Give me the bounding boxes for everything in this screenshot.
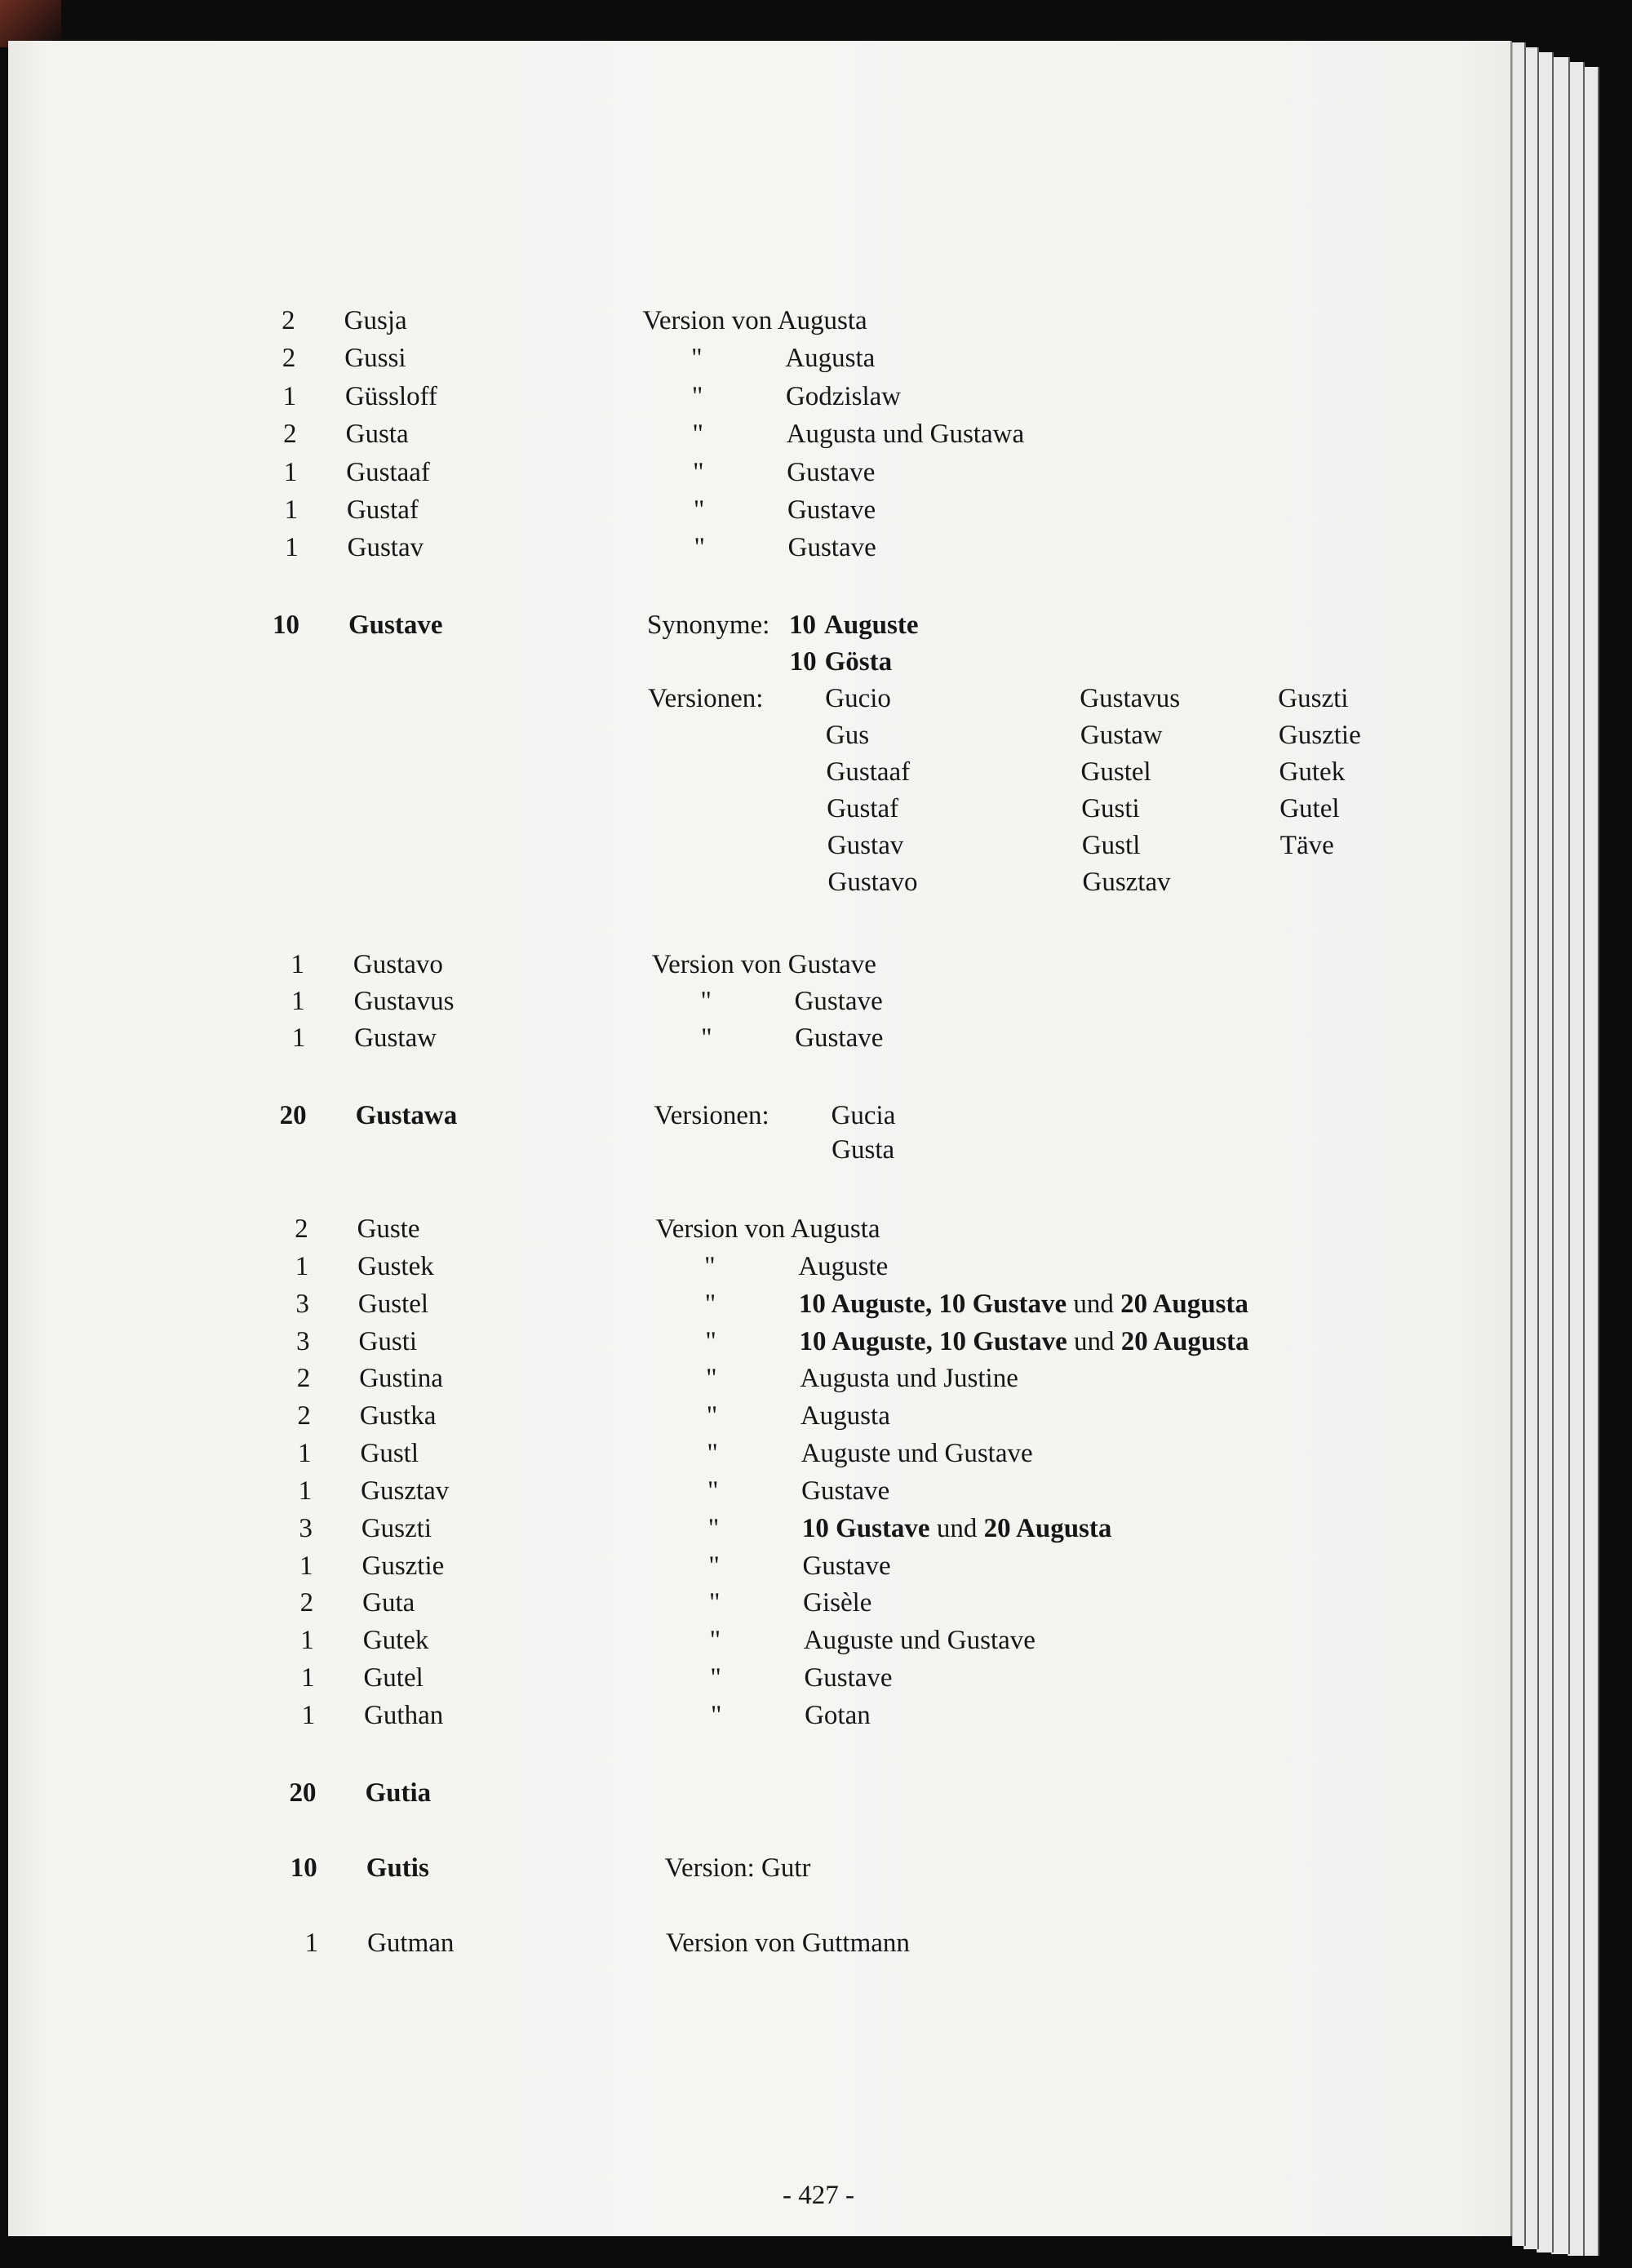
entry-reference: Auguste und Gustave [800, 1439, 1033, 1469]
entry-reference: Gisèle [802, 1588, 872, 1618]
entries-group [25, 1774, 1456, 1962]
version-name: Gustaaf [826, 757, 911, 787]
version-name: Gucio [824, 683, 892, 713]
entry-reference [799, 1324, 1249, 1361]
entry-row [18, 1249, 1447, 1286]
reference-part: und [1073, 1326, 1115, 1356]
entry-count: 10 [290, 1853, 318, 1883]
ditto-mark: " [700, 986, 712, 1016]
entry-reference [799, 1286, 1249, 1324]
ditto-mark: " [705, 1364, 717, 1394]
entry-name: Gusztie [361, 1551, 445, 1581]
ditto-mark: " [710, 1663, 722, 1693]
entry-reference: Gustave [802, 1551, 891, 1581]
entry-reference: Auguste [797, 1251, 889, 1281]
entry-count: 2 [281, 306, 295, 335]
entry-name: Guta [361, 1588, 415, 1618]
entry-row [19, 1324, 1448, 1361]
version-name: Gusti [1080, 793, 1140, 823]
reference-part: und [1073, 1289, 1115, 1319]
version-name: Guszti [1277, 683, 1349, 713]
entry-row [12, 864, 1441, 901]
entry-count: 2 [294, 1214, 308, 1244]
entry-reference: Gustave [787, 457, 876, 487]
entry-description: Version: Gutr [664, 1853, 811, 1883]
ditto-mark: " [694, 533, 706, 563]
entry-count: 1 [299, 1551, 313, 1581]
version-name: Gutek [1279, 757, 1346, 787]
reference-part: 10 Gustave [801, 1513, 930, 1543]
synonym-name: Auguste [823, 610, 919, 640]
entry-reference: Gustave [794, 1023, 884, 1053]
entry-description: Version von Guttmann [665, 1928, 911, 1958]
entry-row [24, 1698, 1453, 1735]
entry-name: Gustaf [346, 495, 419, 525]
entry-row [6, 415, 1435, 453]
version-name: Gustavo [827, 867, 918, 897]
entry-row [15, 1020, 1444, 1057]
entry-row [9, 607, 1438, 644]
entry-count: 1 [295, 1251, 309, 1281]
entry-reference: Gustave [804, 1663, 893, 1693]
entry-row [16, 1133, 1445, 1167]
version-name: Gusztav [1082, 867, 1171, 897]
entry-row [23, 1622, 1452, 1660]
entry-name: Gustavus [353, 986, 455, 1016]
version-name: Gustav [827, 830, 904, 860]
version-name: Gutel [1279, 793, 1340, 823]
entry-row [7, 529, 1436, 566]
entry-row [4, 302, 1433, 340]
entry-count: 1 [282, 381, 297, 411]
entry-name: Gusztav [360, 1476, 450, 1506]
ditto-mark: " [693, 457, 705, 487]
page-edge [1582, 67, 1599, 2256]
entry-name: Gustl [360, 1439, 419, 1469]
entry-count: 3 [299, 1513, 313, 1543]
version-name: Gusta [831, 1135, 895, 1165]
reference-part: 10 Auguste, 10 Gustave [798, 1289, 1067, 1319]
ditto-mark: " [703, 1251, 716, 1281]
version-name: Täve [1279, 830, 1335, 860]
entry-name: Gustaw [353, 1023, 437, 1053]
entry-reference: Augusta [785, 344, 876, 374]
entry-reference: Gustave [787, 533, 877, 563]
entry-name: Gutis [366, 1853, 430, 1883]
entry-count: 1 [298, 1476, 313, 1506]
entry-count: 2 [299, 1588, 314, 1618]
entry-count: 1 [300, 1626, 315, 1656]
entry-row [7, 454, 1435, 491]
ditto-mark: " [693, 495, 705, 525]
entry-row [17, 1211, 1446, 1249]
entry-row [21, 1473, 1450, 1511]
entry-name: Güssloff [344, 381, 438, 411]
entry-row [24, 1660, 1452, 1698]
reference-part: 10 Auguste, 10 Gustave [799, 1326, 1067, 1356]
entry-name: Gustaaf [346, 457, 431, 487]
entry-name: Gusti [358, 1326, 418, 1356]
entry-count: 2 [282, 419, 297, 450]
entry-reference [801, 1511, 1111, 1548]
entry-count: 1 [291, 1023, 306, 1053]
entry-count: 1 [284, 533, 299, 563]
entry-row [7, 491, 1436, 529]
entry-name: Gustek [357, 1251, 434, 1281]
entry-name: Gustave [348, 610, 443, 640]
entry-row [9, 644, 1438, 681]
entry-name: Gustav [347, 533, 424, 563]
entry-count: 2 [282, 344, 296, 374]
reference-part: 20 Augusta [983, 1513, 1112, 1543]
versions-label: Versionen: [647, 683, 764, 713]
entry-count: 2 [296, 1364, 311, 1394]
entry-row [20, 1398, 1449, 1436]
entry-count: 10 [272, 610, 300, 640]
entry-row [11, 754, 1439, 791]
entry-count: 1 [301, 1700, 316, 1730]
entry-description: Version von Gustave [651, 949, 877, 979]
version-name: Gusztie [1278, 720, 1361, 750]
synonym-name: Gösta [824, 646, 893, 677]
page-number: - 427 - [783, 2181, 854, 2210]
entry-name: Gustel [357, 1289, 429, 1319]
entry-row [11, 717, 1439, 754]
synonym-count: 10 [788, 610, 817, 640]
entry-description: Version von Augusta [642, 306, 867, 335]
entry-count: 1 [297, 1439, 312, 1469]
entry-row [14, 947, 1443, 983]
entry-reference: Gotan [804, 1700, 871, 1730]
entry-name: Gusta [345, 419, 409, 450]
entry-row [6, 378, 1435, 415]
entry-row [20, 1360, 1448, 1398]
entry-row [21, 1511, 1450, 1548]
entry-reference: Augusta und Justine [799, 1364, 1019, 1394]
entry-reference: Augusta [800, 1401, 891, 1431]
entry-reference: Augusta und Gustawa [786, 419, 1025, 450]
page-edge [1568, 62, 1585, 2256]
entry-gustawa [16, 1098, 1444, 1167]
entry-row [12, 828, 1441, 864]
ditto-mark: " [707, 1439, 719, 1469]
entry-name: Gustawa [355, 1101, 458, 1130]
entry-count: 2 [297, 1401, 312, 1431]
ditto-mark: " [691, 381, 703, 411]
version-name: Gus [825, 720, 870, 750]
ditto-mark: " [707, 1476, 719, 1506]
entry-reference: Gustave [800, 1476, 890, 1506]
entry-row [16, 1098, 1444, 1133]
entry-name: Gutek [362, 1626, 429, 1656]
versions-label: Versionen: [654, 1101, 769, 1130]
entry-name: Gutman [366, 1928, 455, 1958]
ditto-mark: " [708, 1551, 721, 1581]
entries-group [4, 302, 1436, 567]
entry-row [11, 791, 1440, 828]
version-name: Gustavus [1079, 683, 1181, 713]
ditto-mark: " [707, 1513, 720, 1543]
entry-count: 1 [283, 457, 298, 487]
entry-count: 1 [304, 1928, 319, 1958]
ditto-mark: " [692, 419, 704, 450]
entries-group [14, 947, 1444, 1057]
entry-name: Guste [357, 1214, 420, 1244]
version-name: Gustel [1080, 757, 1151, 787]
entry-name: Gustka [359, 1401, 437, 1431]
reference-part: 20 Augusta [1120, 1289, 1249, 1319]
entry-name: Gussi [344, 344, 406, 374]
synonym-count: 10 [789, 646, 817, 677]
ditto-mark: " [706, 1401, 718, 1431]
ditto-mark: " [700, 1023, 712, 1053]
ditto-mark: " [691, 344, 703, 374]
entry-row [19, 1286, 1448, 1324]
entry-row [25, 1774, 1454, 1812]
synonyms-label: Synonyme: [646, 610, 770, 640]
reference-part: 20 Augusta [1120, 1326, 1249, 1356]
entry-row [26, 1849, 1455, 1887]
entries-group [17, 1211, 1452, 1735]
entry-count: 3 [295, 1326, 310, 1356]
version-name: Gustaf [826, 793, 899, 823]
version-name: Gucia [831, 1101, 896, 1130]
entry-row [5, 340, 1434, 377]
ditto-mark: " [709, 1626, 721, 1656]
reference-part: und [936, 1513, 978, 1543]
entry-count: 20 [279, 1101, 307, 1130]
entry-reference: Gustave [787, 495, 876, 525]
entry-row [20, 1436, 1449, 1473]
entry-reference: Godzislaw [785, 381, 902, 411]
entry-row [23, 1585, 1452, 1622]
entry-name: Gustina [358, 1364, 444, 1394]
entry-name: Guthan [363, 1700, 444, 1730]
entry-row [14, 983, 1443, 1020]
ditto-mark: " [710, 1700, 722, 1730]
entry-description: Version von Augusta [655, 1214, 880, 1244]
entry-count: 1 [290, 986, 305, 1016]
entry-count: 20 [289, 1778, 317, 1808]
entry-name: Gustavo [353, 949, 444, 979]
entry-count: 1 [290, 949, 305, 979]
entry-gustave [9, 607, 1441, 901]
entry-row [28, 1924, 1457, 1962]
entry-count: 1 [300, 1663, 315, 1693]
entry-count: 1 [284, 495, 299, 525]
entry-name: Gusja [344, 306, 407, 335]
entry-name: Guszti [361, 1513, 432, 1543]
entry-name: Gutia [365, 1778, 432, 1808]
version-name: Gustaw [1080, 720, 1163, 750]
entry-reference: Gustave [794, 986, 883, 1016]
entry-row [10, 681, 1439, 717]
entry-row [22, 1548, 1451, 1586]
ditto-mark: " [705, 1326, 717, 1356]
version-name: Gustl [1081, 830, 1141, 860]
ditto-mark: " [704, 1289, 716, 1319]
entry-reference: Auguste und Gustave [803, 1626, 1036, 1656]
entry-name: Gutel [363, 1663, 424, 1693]
ditto-mark: " [708, 1588, 721, 1618]
entry-count: 3 [295, 1289, 310, 1319]
